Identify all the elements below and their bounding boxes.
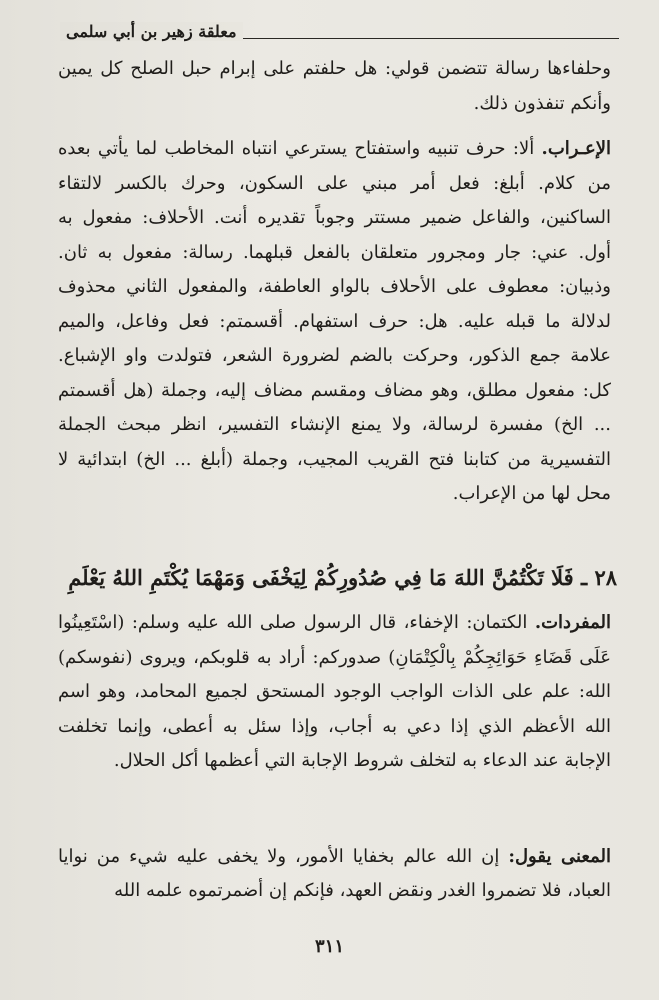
running-header — [60, 22, 619, 52]
top-paragraph: وحلفاءها رسالة تتضمن قولي: هل حلفتم على إبرام حبل الصلح كل يمين وأنكم تنفذون ذلك. — [58, 58, 611, 114]
maana-body: إن الله عالم بخفايا الأمور، ولا يخفى عليه شيء من نوايا العباد، فلا تضمروا الغدر ونقض العهد، فإنكم إن أضمرتموه علمه الله — [58, 846, 611, 901]
mufradat-paragraph — [58, 606, 611, 779]
irab-body: ألا: حرف تنبيه واستفتاح يسترعي انتباه المخاطب لما يأتي بعده من كلام. أبلغ: فعل أمر مبني على السكون، وحرك بالكسر لالتقاء الساكنين، والفاعل ضمير مستتر وجوباً تقديره أنت. الأحلاف: مفعول به أول. عني: جار ومجرور متعلقان بالفعل قبلهما. رسالة: مفعول به ثان. وذبيان: معطوف على الأحلاف بالواو العاطفة، والمفعول الثاني محذوف لدلالة ما قبله عليه. هل: حرف استفهام. أقسمتم: فعل وفاعل، والميم علامة جمع الذكور، وحركت بالضم لضرورة الشعر، فتولدت واو الإشباع. كل: مفعول مطلق، وهو مضاف ومقسم مضاف إليه، وجملة (هل أقسمتم ... الخ) مفسرة لرسالة، ولا يمنع الإنشاء التفسير، انظر مبحث الجملة التفسيرية من كتابنا فتح القريب المجيب، وجملة (أبلغ ... الخ) ابتدائية لا محل لها من الإعراب. — [58, 138, 611, 504]
maana-heading: المعنى يقول: — [508, 846, 611, 867]
verse-number: ٢٨ ـ — [580, 565, 617, 590]
irab-paragraph — [58, 132, 611, 512]
irab-heading: الإعـراب. — [541, 138, 611, 159]
page-number: ٣١١ — [314, 936, 344, 957]
mufradat-heading: المفردات. — [534, 612, 611, 633]
header-title: معلقة زهير بن أبي سلمى — [60, 22, 243, 41]
verse-line — [52, 562, 617, 594]
mufradat-body: الكتمان: الإخفاء، قال الرسول صلى الله عليه وسلم: (اسْتَعِينُوا عَلَى قَضَاءِ حَوَائِجِكُمْ بِالْكِتْمَانِ) صدوركم: أراد به قلوبكم، ويروى (نفوسكم) الله: علم على الذات الواجب الوجود المستحق لجميع المحامد، وهو اسم الله الأعظم الذي إذا دعي به أجاب، وإذا سئل به أعطى، وإنما تخلفت الإجابة عند الدعاء به لتخلف شروط الإجابة التي أعظمها أكل الحلال. — [58, 612, 611, 771]
verse-text: فَلَا تَكْتُمُنَّ اللهَ مَا فِي صُدُورِكُمْ لِيَخْفَى وَمَهْمَا يُكْتَمِ اللهُ يَعْلَمِ — [68, 565, 574, 590]
maana-paragraph — [58, 840, 611, 908]
